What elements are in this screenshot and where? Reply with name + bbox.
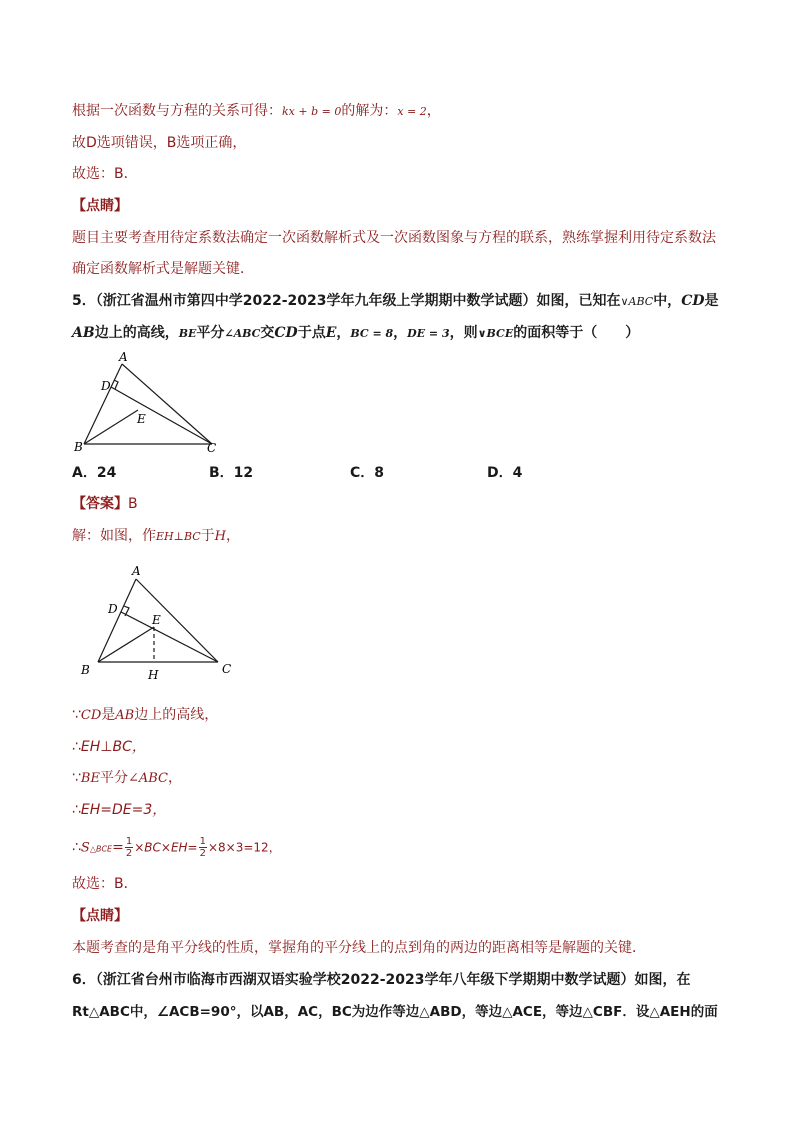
text: 中， bbox=[653, 293, 682, 309]
text: ， bbox=[168, 770, 182, 786]
option-c[interactable]: C．8 bbox=[350, 465, 385, 481]
math: ∨ABC bbox=[620, 295, 654, 308]
point-label-c: C bbox=[207, 441, 217, 455]
text: ∴ bbox=[72, 839, 81, 856]
question-6-stem: 6．（浙江省台州市临海市西湖双语实验学校2022-2023学年八年级下学期期中数学试题）如图，在 bbox=[72, 972, 691, 988]
question-5-stem bbox=[72, 291, 718, 312]
fraction-numerator: 1 bbox=[199, 836, 206, 847]
text: 的解为： bbox=[341, 103, 398, 119]
solution-line bbox=[72, 526, 240, 547]
subscript: △BCE bbox=[89, 844, 113, 854]
solution-line: 故D选项错误，B选项正确， bbox=[72, 135, 247, 151]
solution-figure bbox=[76, 560, 246, 690]
text: 边上的高线， bbox=[134, 707, 219, 723]
text: = bbox=[112, 839, 124, 856]
right-angle-mark bbox=[114, 380, 118, 389]
text: ， bbox=[336, 325, 351, 341]
text: 解：如图，作 bbox=[72, 528, 156, 544]
math: AB bbox=[115, 708, 135, 723]
tip-label: 【点睛】 bbox=[72, 198, 128, 214]
math: AB bbox=[72, 325, 95, 341]
solution-step bbox=[72, 768, 182, 789]
question-5-figure bbox=[70, 350, 230, 460]
point-label-a: A bbox=[119, 350, 128, 364]
math: ∨BCE bbox=[477, 327, 514, 340]
point-label-e: E bbox=[152, 613, 161, 627]
text: 交 bbox=[260, 325, 275, 341]
text: ， bbox=[393, 325, 408, 341]
equation: kx + b = 0 bbox=[282, 105, 342, 118]
answer bbox=[72, 494, 138, 514]
math: EH⊥BC bbox=[156, 530, 201, 543]
equation: x = 2 bbox=[397, 105, 427, 118]
segment-ac bbox=[122, 364, 212, 444]
text: 的面积等于（ ） bbox=[513, 325, 640, 341]
math: BC = 8 bbox=[350, 327, 394, 340]
math: E bbox=[325, 325, 337, 341]
fraction bbox=[199, 836, 207, 859]
solution-step bbox=[72, 836, 281, 860]
solution-step bbox=[72, 705, 218, 726]
segment-cd bbox=[121, 612, 218, 662]
fraction-denominator: 2 bbox=[125, 848, 133, 859]
text: ∵ bbox=[72, 770, 81, 786]
solution-step: ∴EH=DE=3， bbox=[72, 802, 167, 818]
text: 于 bbox=[200, 528, 215, 544]
math: ∠ABC bbox=[224, 327, 261, 340]
point-label-d: D bbox=[101, 379, 111, 393]
option-b[interactable]: B．12 bbox=[209, 465, 254, 481]
text: ， bbox=[226, 528, 241, 544]
segment-cd bbox=[111, 387, 212, 444]
question-5-stem bbox=[72, 323, 639, 344]
solution-line bbox=[72, 101, 441, 122]
fraction-denominator: 2 bbox=[199, 848, 206, 859]
segment-ac bbox=[136, 579, 218, 662]
math: CD bbox=[681, 293, 705, 309]
text: 5．（浙江省温州市第四中学2022-2023学年九年级上学期期中数学试题）如图，已知在 bbox=[72, 293, 621, 309]
option-d[interactable]: D．4 bbox=[487, 465, 523, 481]
math: BE bbox=[178, 327, 197, 340]
tip-text: 题目主要考查用待定系数法确定一次函数解析式及一次函数图象与方程的联系，熟练掌握利用待定系数法 bbox=[72, 230, 716, 246]
point-label-b: B bbox=[81, 663, 90, 677]
text: ×8×3=12， bbox=[207, 840, 281, 855]
question-6-stem: Rt△ABC中，∠ACB=90°，以AB，AC，BC为边作等边△ABD，等边△ACE，等边△CBF．设△AEH的面 bbox=[72, 1004, 718, 1020]
math: ∠ABC bbox=[127, 771, 168, 786]
text: 平分 bbox=[99, 770, 128, 786]
math: DE = 3 bbox=[407, 327, 450, 340]
text: 是 bbox=[101, 707, 116, 723]
math: CD bbox=[80, 708, 102, 723]
point-label-e: E bbox=[137, 412, 146, 426]
text: ∵ bbox=[72, 707, 81, 723]
point-label-d: D bbox=[108, 602, 118, 616]
tip-text: 确定函数解析式是解题关键． bbox=[72, 261, 254, 277]
text: 边上的高线， bbox=[94, 325, 179, 341]
fraction-numerator: 1 bbox=[125, 836, 133, 847]
tip-label: 【点睛】 bbox=[72, 908, 128, 924]
text: ，则 bbox=[449, 325, 478, 341]
answer-value: B bbox=[128, 496, 138, 512]
point-label-a: A bbox=[132, 564, 141, 578]
point-label-c: C bbox=[222, 662, 232, 676]
solution-step: 故选：B． bbox=[72, 876, 138, 892]
text: 平分 bbox=[196, 325, 225, 341]
solution-step: ∴EH⊥BC， bbox=[72, 739, 146, 755]
text: ×BC×EH= bbox=[134, 840, 198, 855]
math: BE bbox=[80, 771, 100, 786]
text: ， bbox=[426, 103, 441, 119]
text: 于点 bbox=[297, 325, 326, 341]
math: CD bbox=[274, 325, 298, 341]
text: 是 bbox=[704, 293, 719, 309]
option-a[interactable]: A．24 bbox=[72, 465, 117, 481]
solution-line: 故选：B． bbox=[72, 166, 138, 182]
tip-text: 本题考查的是角平分线的性质，掌握角的平分线上的点到角的两边的距离相等是解题的关键． bbox=[72, 940, 646, 956]
point-label-h: H bbox=[148, 668, 159, 682]
math: S bbox=[80, 840, 90, 856]
answer-label: 【答案】 bbox=[72, 496, 128, 512]
text: 根据一次函数与方程的关系可得： bbox=[72, 103, 282, 119]
point-label-b: B bbox=[74, 440, 83, 454]
fraction bbox=[125, 836, 133, 859]
math: H bbox=[214, 529, 227, 544]
